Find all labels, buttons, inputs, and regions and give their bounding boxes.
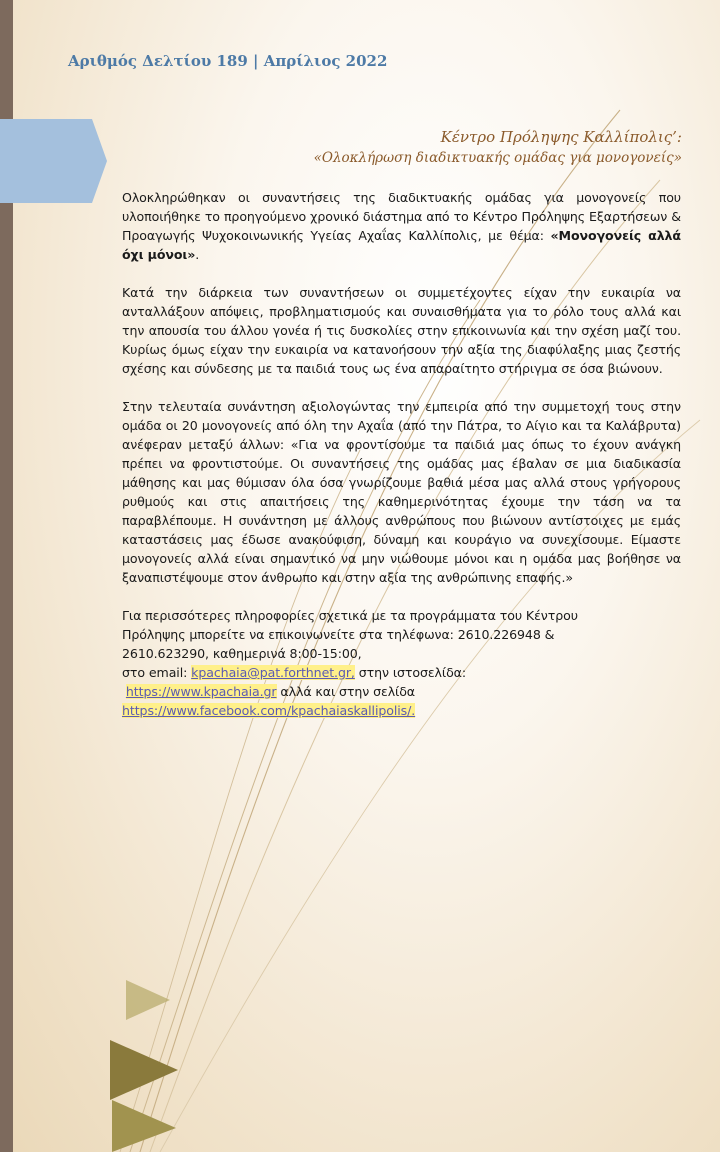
paragraph-1-end: . bbox=[195, 247, 200, 262]
title-line-1: Κέντρο Πρόληψης Καλλίπολις’: bbox=[440, 128, 682, 146]
contact-email-line bbox=[122, 663, 681, 682]
paragraph-1-text: Ολοκληρώθηκαν οι συναντήσεις της διαδικτυακής ομάδας για μονογονείς που υλοποιήθηκε το προηγούμενο χρονικό διάστημα από το Κέντρο Πρόληψης Εξαρτήσεων & Προαγωγής Ψυχοκοινωνικής Υγείας Αχαΐας Καλλίπολις, με θέμα: bbox=[122, 190, 681, 243]
contact-line-2: Πρόληψης μπορείτε να επικοινωνείτε στα τηλέφωνα: 2610.226948 & bbox=[122, 627, 555, 642]
arrow-triangle-3 bbox=[126, 980, 170, 1020]
paragraph-3: Στην τελευταία συνάντηση αξιολογώντας την εμπειρία από την συμμετοχή τους στην ομάδα οι 20 μονογονείς από όλη την Αχαΐα (από την Πάτρα, το Αίγιο και τα Καλάβρυτα) ανέφεραν μεταξύ άλλων: «Για να φροντίσουμε τα παιδιά μας όπως το έχουν ανάγκη πρέπει να φροντιστούμε. Οι συναντήσεις της ομάδας μας έβαλαν σε μια διαδικασία μάθησης και μας θύμισαν όλα όσα γνωρίζουμε βαθιά μέσα μας αλλά στους γρήγορους ρυθμούς και στις απαιτήσεις της καθημερινότητας έχουμε την τάση να τα παραβλέπουμε. Η συνάντηση με άλλους ανθρώπους που βιώνουν αντίστοιχες με εμάς καταστάσεις μας έδωσε ανακούφιση, δύναμη και κουράγιο να συνεχίσουμε. Είμαστε μονογονείς αλλά είναι σημαντικό να μην νιώθουμε μόνοι και η ομάδα μας βοήθησε να ξαναπιστέψουμε στον άνθρωπο και στην αξία της ανθρώπινης επαφής.» bbox=[122, 399, 681, 585]
article-title bbox=[314, 127, 682, 168]
bulletin-header: Αριθμός Δελτίου 189 | Απρίλιος 2022 bbox=[68, 52, 388, 70]
facebook-link[interactable]: https://www.facebook.com/kpachaiaskallipolis/. bbox=[122, 703, 416, 718]
contact-info bbox=[122, 606, 681, 720]
website-link[interactable]: https://www.kpachaia.gr bbox=[125, 684, 277, 699]
contact-website-line bbox=[122, 682, 681, 701]
paragraph-1-bold-title: «Μονογονείς αλλά όχι μόνοι» bbox=[122, 228, 681, 262]
paragraph-2: Κατά την διάρκεια των συναντήσεων οι συμμετέχοντες είχαν την ευκαιρία να ανταλλάξουν απόψεις, προβληματισμούς και συναισθήματα για το ρόλο τους αλλά και την απουσία του άλλου γονέα ή τις δυσκολίες στην επικοινωνία και την σχέση μαζί του. Κυρίως όμως είχαν την ευκαιρία να κατανοήσουν την αξία της διαφύλαξης μιας ζεστής σχέσης και σύνδεσης με τα παιδιά τους ως ένα απαραίτητο στήριγμα σε όσα βιώνουν. bbox=[122, 285, 681, 376]
email-suffix: στην ιστοσελίδα: bbox=[354, 665, 467, 680]
article-body bbox=[122, 188, 681, 720]
email-prefix: στο email: bbox=[122, 665, 192, 680]
contact-facebook-line bbox=[122, 701, 681, 720]
paragraph-1 bbox=[122, 188, 681, 264]
title-line-2: «Ολοκλήρωση διαδικτυακής ομάδας για μονογονείς» bbox=[313, 150, 682, 166]
contact-line-1: Για περισσότερες πληροφορίες σχετικά με τα προγράμματα του Κέντρου bbox=[122, 608, 578, 623]
blue-tab-decoration bbox=[0, 119, 107, 203]
website-suffix: αλλά και στην σελίδα bbox=[276, 684, 416, 699]
email-link[interactable]: kpachaia@pat.forthnet.gr, bbox=[191, 665, 355, 680]
arrow-triangle-1 bbox=[110, 1040, 178, 1100]
contact-line-3: 2610.623290, καθημερινά 8:00-15:00, bbox=[122, 646, 362, 661]
